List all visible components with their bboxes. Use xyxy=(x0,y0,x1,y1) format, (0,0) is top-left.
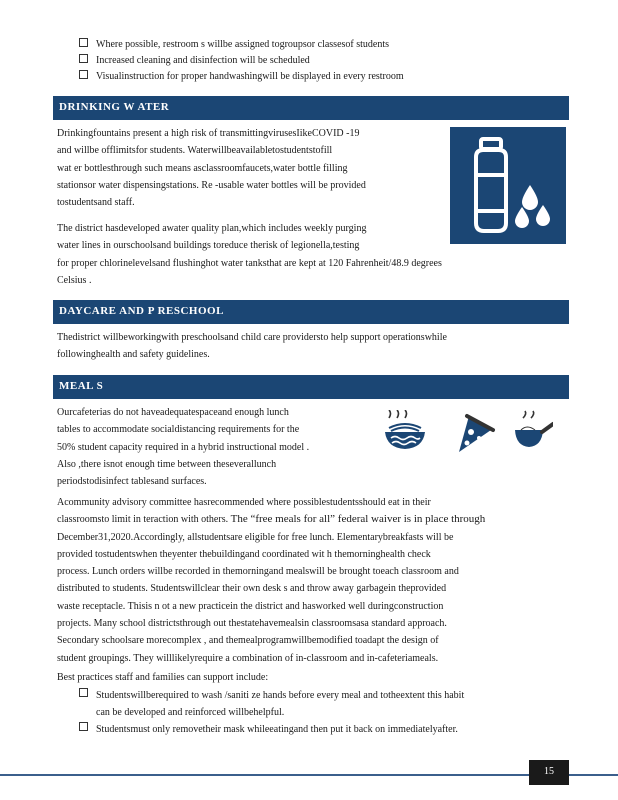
text-line: water lines in ourschoolsand buildings toreduce therisk of legionella,testing xyxy=(57,240,360,252)
text-line: projects. Many school districtsthrough out thestatehavemealsin classroomsasa standard approach. xyxy=(57,618,447,630)
text-line: Thedistrict willbeworkingwith preschoolsand child care providersto help support operationswhile xyxy=(57,332,447,343)
text-line: tostudentsand staff. xyxy=(57,197,135,209)
text-line: student groupings. They willlikelyrequire a combination of in-classroom and in-cafeteriameals. xyxy=(57,652,439,664)
section-heading-daycare xyxy=(53,300,569,324)
meals-paragraph-1 xyxy=(57,404,309,490)
text-line xyxy=(57,511,485,528)
text-line: Best practices staff and families can support include: xyxy=(57,672,269,683)
text-line: Acommunity advisory committee hasrecommended where possiblestudentsshould eat in their xyxy=(57,497,431,508)
text-line: Secondary schoolsare morecomplex , and themealprogramwillbemodified toadapt the design of xyxy=(57,635,439,647)
best-practices-intro xyxy=(57,669,268,686)
text-line: Ourcafeterias do not haveadequatespaceand enough lunch xyxy=(57,407,289,418)
water-bottle-icon xyxy=(450,127,566,244)
wok-pan-icon xyxy=(515,411,553,447)
text-line: December31,2020.Accordingly, allstudentsare eligible for free lunch. Elementarybreakfasts will be xyxy=(57,531,454,543)
text-segment: classroomsto limit in teraction with others. xyxy=(57,514,229,526)
page-number-box xyxy=(529,760,569,785)
section-heading-meals xyxy=(53,375,569,399)
page-number: 15 xyxy=(544,766,554,777)
text-line: waste receptacle. Thisis n ot a new practicein the district and hasworked well duringconstruction xyxy=(57,600,444,612)
emphasis-text: The “free meals for all” federal waiver is in place through xyxy=(230,513,486,526)
drinking-water-paragraph-1 xyxy=(57,125,366,211)
section-heading-text: DRINKING W ATER xyxy=(59,101,170,113)
text-line: 50% student capacity required in a hybrid instructional model . xyxy=(57,441,310,453)
text-line: Also ,there isnot enough time between theseverallunch xyxy=(57,458,277,470)
text-line: The district hasdeveloped awater quality plan,which includes weekly purging xyxy=(57,223,367,234)
bullet-item xyxy=(96,687,464,721)
text-line: Drinkingfountains present a high risk of transmittingvirusesIikeCOVID -19 xyxy=(57,128,360,139)
section-heading-text: DAYCARE AND P RESCHOOL xyxy=(59,305,224,317)
section-heading-drinking-water xyxy=(53,96,569,120)
text-line: tables to accommodate socialdistancing requirements for the xyxy=(57,424,300,436)
text-line: stationsor water dispensingstations. Re -usable water bottles will be provided xyxy=(57,179,366,191)
drinking-water-paragraph-2 xyxy=(57,220,442,289)
text-line: periodstodisinfect tablesand surfaces. xyxy=(57,476,207,488)
text-line: Studentswillberequired to wash /saniti ze hands before every meal and totheextent this habit xyxy=(96,690,465,701)
text-line: wat er bottlesthrough such means asclassroomfaucets,water bottle filling xyxy=(57,162,348,174)
text-line: process. Lunch orders willbe recorded in themorningand mealswill be brought toeach classroom and xyxy=(57,566,459,578)
daycare-paragraph xyxy=(57,329,447,364)
bullet-item xyxy=(96,721,458,738)
text-line: provided tostudentswhen theyenter thebuildingand coordinated wit h themorninghealth check xyxy=(57,548,431,560)
text-line: followinghealth and safety guidelines. xyxy=(57,349,210,361)
text-line: Celsius . xyxy=(57,274,92,286)
meal-icons xyxy=(383,410,553,456)
bullet-item: Where possible, restroom s willbe assigned togroupsor classesof students xyxy=(96,39,390,50)
bullet-item: Visualinstruction for proper handwashingwill be displayed in every restroom xyxy=(96,71,404,82)
text-line: can be developed and reinforced willbehelpful. xyxy=(96,707,285,718)
bullet-item: Increased cleaning and disinfection will be scheduled xyxy=(96,55,310,66)
text-line: distributed to students. Studentswillclear their own desk s and throw away garbagein theprovided xyxy=(57,583,447,595)
text-line: for proper chlorinelevelsand flushinghot water tanksthat are kept at 120 Fahrenheit/48.9 degrees xyxy=(57,257,442,269)
text-line: Studentsmust only removetheir mask whileeatingand then put it back on immediatelyafter. xyxy=(96,724,458,735)
section-heading-text: MEAL S xyxy=(59,380,104,392)
footer-rule xyxy=(0,774,618,776)
pizza-slice-icon xyxy=(459,416,493,452)
text-line: and willbe offlimitsfor students. Waterwillbeavailabletostudentstofill xyxy=(57,145,333,157)
meals-paragraph-2 xyxy=(57,494,485,667)
noodle-bowl-icon xyxy=(385,410,425,449)
